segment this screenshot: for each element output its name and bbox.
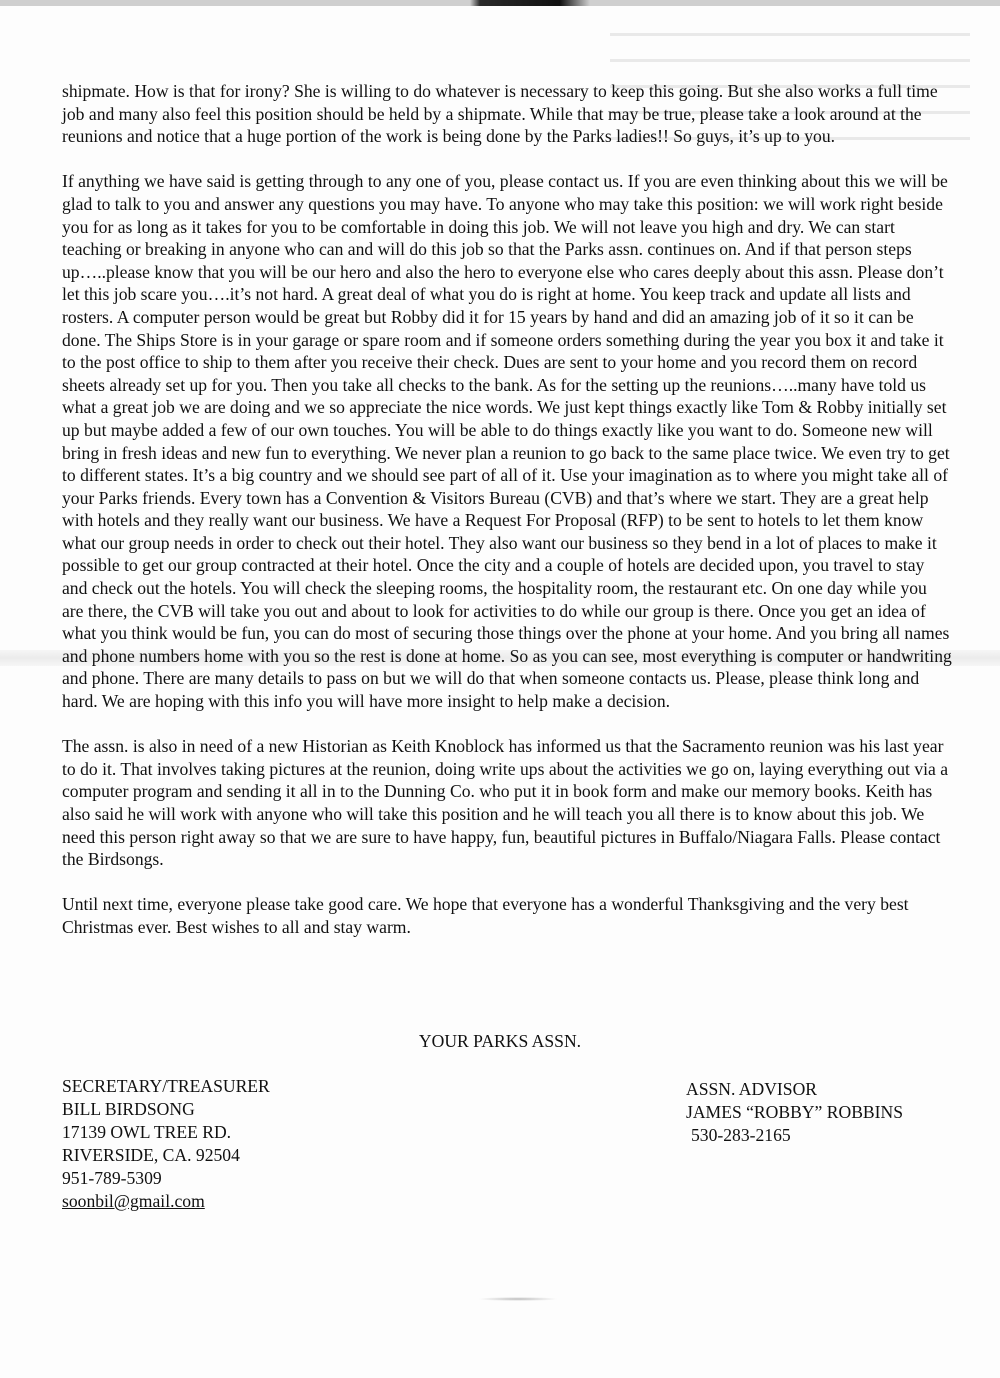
paragraph-closing-wishes: Until next time, everyone please take good care. We hope that everyone has a wonderful Thanksgiving and the very best Christmas ever. Best wishes to all and stay warm. <box>62 894 909 937</box>
secretary-street: 17139 OWL TREE RD. <box>62 1122 232 1142</box>
paragraph-shipmate: shipmate. How is that for irony? She is willing to do whatever is necessary to keep this going. But she also works a full time job and many also feel this position should be held by a shipmate. While that may be true, please take a look around at the reunions and notice that a huge portion of the work is being done by the Parks ladies!! So guys, it’s up to you. <box>62 81 938 147</box>
paragraph-historian: The assn. is also in need of a new Historian as Keith Knoblock has informed us that the Sacramento reunion was his last year to do it. That involves taking pictures at the reunion, doing write ups about the activities we go on, laying everything out via a computer program and sending it all in to the Dunning Co. who put it in book form and make our memory books. Keith has also said he will work with anyone who will take this position and he will teach you all there is to know about this job. We need this person right away so that we are sure to have happy, fun, beautiful pictures in Buffalo/Niagara Falls. Please contact the Birdsongs. <box>62 736 949 870</box>
closing-signature: YOUR PARKS ASSN. <box>418 1031 582 1051</box>
secretary-name: BILL BIRDSONG <box>62 1099 195 1119</box>
secretary-city: RIVERSIDE, CA. 92504 <box>62 1145 240 1165</box>
advisor-title: ASSN. ADVISOR <box>686 1079 818 1099</box>
secretary-email-link[interactable]: soonbil@gmail.com <box>62 1191 205 1211</box>
advisor-phone: 530-283-2165 <box>691 1125 791 1145</box>
secretary-contact-block <box>62 1075 270 1213</box>
letter-body <box>62 80 952 961</box>
advisor-name: JAMES “ROBBY” ROBBINS <box>686 1102 904 1122</box>
paragraph-contact-us: If anything we have said is getting through to any one of you, please contact us. If you are even thinking about this we will be glad to talk to you and answer any questions you may have. To anyone who may take this position: we will work right beside you for as long as it takes for you to be comfortable in doing this job. We will not leave you high and dry. We can start teaching or breaking in anyone who can and will do this job so that the Parks assn. continues on. And if that person steps up…..please know that you will be our hero and also the hero to everyone else who cares deeply about this assn. Please don’t let this job scare you….it’s not hard. A great deal of what you do is right at home. You keep track and update all lists and rosters. A computer person would be great but Robby did it for 15 years by hand and did an amazing job of it so it can be done. The Ships Store is in your garage or spare room and if someone orders something during the year you box it and take it to the post office to ship to them after you receive their check. Dues are sent to your home and you record them on record sheets already set up for you. Then you take all checks to the bank. As for the setting up the reunions…..many have told us what a great job we are doing and we so appreciate the nice words. We just kept things exactly like Tom & Robby initially set up but maybe added a few of our own touches. You will be able to do things exactly like you want to do. Someone new will bring in fresh ideas and new fun to everything. We never plan a reunion to go back to the same place twice. We even try to get to different states. It’s a big country and we should see part of all of it. Use your imagination as to where you might take all of your Parks friends. Every town has a Convention & Visitors Bureau (CVB) and that’s where we start. They are a great help with hotels and they really want our business. We have a Request For Proposal (RFP) to be sent to hotels to let them know what our group needs in order to check out their hotel. They also want our business so they bend in a lot of places to make it possible to get our group contracted at their hotel. Once the city and a couple of hotels are decided upon, you travel to stay and check out the hotels. You will check the sleeping rooms, the hospitality room, the restaurant etc. On one day while you are there, the CVB will take you out and about to look for activities to do while our group is there. Once you get an idea of what you think would be fun, you can do most of securing those things over the phone at your home. And you bring all names and phone numbers home with you so the rest is done at home. So as you can see, most everything is computer or handwriting and phone. There are many details to pass on but we will do that when someone contacts us. Please, please think long and hard. We are hoping with this info you will have more insight to help make a decision. <box>62 171 952 712</box>
top-edge-rule <box>0 0 1000 6</box>
secretary-phone: 951-789-5309 <box>62 1168 162 1188</box>
advisor-contact-block <box>686 1078 903 1147</box>
secretary-title: SECRETARY/TREASURER <box>62 1076 270 1096</box>
scan-smudge <box>478 1297 558 1301</box>
